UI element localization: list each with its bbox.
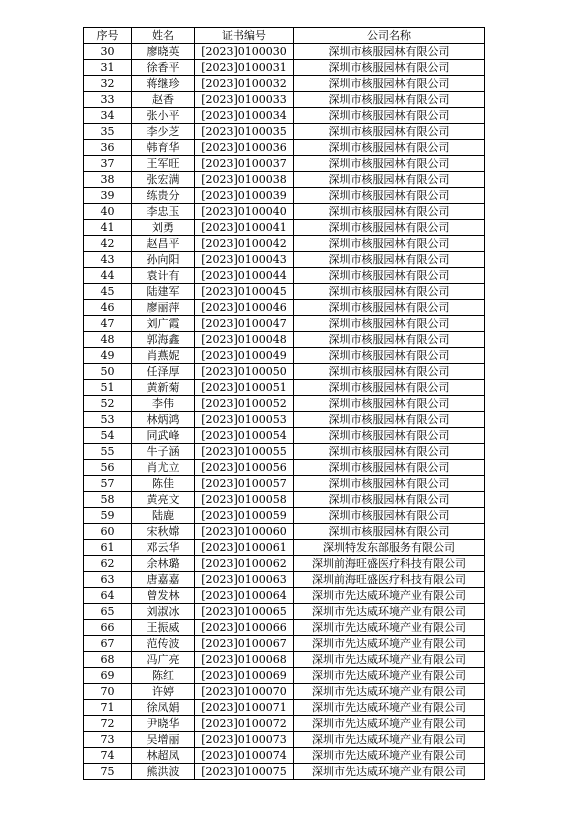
cell-company: 深圳市先达威环境产业有限公司: [294, 620, 485, 636]
cell-name: 肖尤立: [132, 460, 195, 476]
table-row: [84, 668, 485, 684]
cell-certificate-number: [2023]0100068: [195, 652, 294, 668]
table-row: [84, 60, 485, 76]
cell-serial: 52: [84, 396, 132, 412]
cell-company: 深圳市核服园林有限公司: [294, 76, 485, 92]
cell-name: 黄新菊: [132, 380, 195, 396]
cell-serial: 73: [84, 732, 132, 748]
cell-certificate-number: [2023]0100073: [195, 732, 294, 748]
cell-serial: 36: [84, 140, 132, 156]
cell-serial: 32: [84, 76, 132, 92]
cell-name: 袁计有: [132, 268, 195, 284]
table-row: [84, 460, 485, 476]
cell-certificate-number: [2023]0100040: [195, 204, 294, 220]
cell-certificate-number: [2023]0100054: [195, 428, 294, 444]
table-row: [84, 348, 485, 364]
table-row: [84, 572, 485, 588]
cell-name: 赵昌平: [132, 236, 195, 252]
cell-name: 王振威: [132, 620, 195, 636]
table-row: [84, 652, 485, 668]
cell-name: 孙向阳: [132, 252, 195, 268]
cell-certificate-number: [2023]0100042: [195, 236, 294, 252]
cell-certificate-number: [2023]0100031: [195, 60, 294, 76]
cell-certificate-number: [2023]0100051: [195, 380, 294, 396]
cell-serial: 45: [84, 284, 132, 300]
table-row: [84, 380, 485, 396]
cell-name: 陈佳: [132, 476, 195, 492]
table-row: [84, 492, 485, 508]
cell-certificate-number: [2023]0100041: [195, 220, 294, 236]
cell-name: 徐香平: [132, 60, 195, 76]
cell-name: 陈红: [132, 668, 195, 684]
table-row: [84, 396, 485, 412]
cell-company: 深圳市先达威环境产业有限公司: [294, 652, 485, 668]
cell-certificate-number: [2023]0100048: [195, 332, 294, 348]
table-row: [84, 76, 485, 92]
cell-name: 李少芝: [132, 124, 195, 140]
cell-company: 深圳市核服园林有限公司: [294, 332, 485, 348]
cell-company: 深圳市核服园林有限公司: [294, 236, 485, 252]
cell-company: 深圳市核服园林有限公司: [294, 284, 485, 300]
cell-serial: 31: [84, 60, 132, 76]
cell-serial: 72: [84, 716, 132, 732]
cell-company: 深圳市先达威环境产业有限公司: [294, 716, 485, 732]
table-row: [84, 700, 485, 716]
cell-serial: 30: [84, 44, 132, 60]
cell-name: 许婷: [132, 684, 195, 700]
cell-name: 蒋继珍: [132, 76, 195, 92]
cell-company: 深圳市核服园林有限公司: [294, 44, 485, 60]
cell-certificate-number: [2023]0100034: [195, 108, 294, 124]
cell-serial: 60: [84, 524, 132, 540]
cell-serial: 75: [84, 764, 132, 780]
cell-company: 深圳市先达威环境产业有限公司: [294, 732, 485, 748]
cell-company: 深圳前海旺盛医疗科技有限公司: [294, 556, 485, 572]
cell-certificate-number: [2023]0100035: [195, 124, 294, 140]
cell-serial: 43: [84, 252, 132, 268]
cell-name: 刘淑冰: [132, 604, 195, 620]
cell-certificate-number: [2023]0100049: [195, 348, 294, 364]
table-row: [84, 252, 485, 268]
cell-company: 深圳市核服园林有限公司: [294, 300, 485, 316]
cell-certificate-number: [2023]0100056: [195, 460, 294, 476]
table-row: [84, 172, 485, 188]
cell-company: 深圳市核服园林有限公司: [294, 524, 485, 540]
cell-name: 牛子涵: [132, 444, 195, 460]
cell-certificate-number: [2023]0100071: [195, 700, 294, 716]
cell-serial: 39: [84, 188, 132, 204]
cell-name: 练贵分: [132, 188, 195, 204]
cell-certificate-number: [2023]0100058: [195, 492, 294, 508]
table-row: [84, 764, 485, 780]
cell-name: 廖晓英: [132, 44, 195, 60]
cell-name: 韩育华: [132, 140, 195, 156]
table-row: [84, 556, 485, 572]
cell-name: 林炳鸿: [132, 412, 195, 428]
table-row: [84, 716, 485, 732]
cell-serial: 70: [84, 684, 132, 700]
cell-name: 廖丽萍: [132, 300, 195, 316]
cell-company: 深圳市核服园林有限公司: [294, 316, 485, 332]
cell-certificate-number: [2023]0100037: [195, 156, 294, 172]
cell-serial: 66: [84, 620, 132, 636]
cell-company: 深圳市核服园林有限公司: [294, 508, 485, 524]
cell-company: 深圳市核服园林有限公司: [294, 476, 485, 492]
cell-company: 深圳市先达威环境产业有限公司: [294, 668, 485, 684]
cell-certificate-number: [2023]0100045: [195, 284, 294, 300]
cell-serial: 41: [84, 220, 132, 236]
cell-certificate-number: [2023]0100057: [195, 476, 294, 492]
cell-company: 深圳市核服园林有限公司: [294, 444, 485, 460]
table-row: [84, 412, 485, 428]
cell-name: 任泽厚: [132, 364, 195, 380]
cell-name: 陆建军: [132, 284, 195, 300]
cell-serial: 37: [84, 156, 132, 172]
cell-serial: 40: [84, 204, 132, 220]
cell-company: 深圳市核服园林有限公司: [294, 124, 485, 140]
table-row: [84, 92, 485, 108]
cell-name: 林超凤: [132, 748, 195, 764]
cell-serial: 69: [84, 668, 132, 684]
cell-serial: 42: [84, 236, 132, 252]
cell-serial: 62: [84, 556, 132, 572]
table-row: [84, 188, 485, 204]
cell-serial: 35: [84, 124, 132, 140]
cell-serial: 44: [84, 268, 132, 284]
table-row: [84, 524, 485, 540]
cell-company: 深圳市核服园林有限公司: [294, 140, 485, 156]
cell-serial: 59: [84, 508, 132, 524]
cell-serial: 67: [84, 636, 132, 652]
cell-name: 同武峰: [132, 428, 195, 444]
cell-certificate-number: [2023]0100066: [195, 620, 294, 636]
cell-name: 徐凤娟: [132, 700, 195, 716]
header-company: 公司名称: [294, 28, 485, 44]
cell-certificate-number: [2023]0100074: [195, 748, 294, 764]
cell-name: 熊洪波: [132, 764, 195, 780]
cell-certificate-number: [2023]0100030: [195, 44, 294, 60]
cell-certificate-number: [2023]0100069: [195, 668, 294, 684]
cell-certificate-number: [2023]0100055: [195, 444, 294, 460]
cell-name: 尹晓华: [132, 716, 195, 732]
cell-certificate-number: [2023]0100075: [195, 764, 294, 780]
cell-company: 深圳市核服园林有限公司: [294, 108, 485, 124]
cell-company: 深圳市核服园林有限公司: [294, 364, 485, 380]
cell-company: 深圳市先达威环境产业有限公司: [294, 748, 485, 764]
cell-company: 深圳市核服园林有限公司: [294, 460, 485, 476]
cell-company: 深圳市核服园林有限公司: [294, 428, 485, 444]
cell-serial: 49: [84, 348, 132, 364]
cell-serial: 58: [84, 492, 132, 508]
cell-serial: 68: [84, 652, 132, 668]
table-row: [84, 364, 485, 380]
table-row: [84, 748, 485, 764]
cell-serial: 57: [84, 476, 132, 492]
table-row: [84, 316, 485, 332]
cell-company: 深圳市先达威环境产业有限公司: [294, 636, 485, 652]
table-row: [84, 540, 485, 556]
cell-company: 深圳市先达威环境产业有限公司: [294, 764, 485, 780]
cell-name: 曾发林: [132, 588, 195, 604]
cell-name: 吴增丽: [132, 732, 195, 748]
cell-certificate-number: [2023]0100039: [195, 188, 294, 204]
cell-serial: 50: [84, 364, 132, 380]
cell-certificate-number: [2023]0100032: [195, 76, 294, 92]
cell-name: 李忠玉: [132, 204, 195, 220]
cell-certificate-number: [2023]0100053: [195, 412, 294, 428]
cell-certificate-number: [2023]0100052: [195, 396, 294, 412]
cell-name: 刘勇: [132, 220, 195, 236]
table-row: [84, 44, 485, 60]
cell-company: 深圳市核服园林有限公司: [294, 412, 485, 428]
table-row: [84, 140, 485, 156]
header-certificate-number: 证书编号: [195, 28, 294, 44]
cell-certificate-number: [2023]0100036: [195, 140, 294, 156]
cell-certificate-number: [2023]0100044: [195, 268, 294, 284]
table-row: [84, 284, 485, 300]
table-header-row: [84, 28, 485, 44]
cell-certificate-number: [2023]0100043: [195, 252, 294, 268]
cell-serial: 61: [84, 540, 132, 556]
cell-certificate-number: [2023]0100062: [195, 556, 294, 572]
cell-serial: 48: [84, 332, 132, 348]
cell-certificate-number: [2023]0100072: [195, 716, 294, 732]
cell-name: 冯广亮: [132, 652, 195, 668]
cell-name: 唐嘉嘉: [132, 572, 195, 588]
cell-company: 深圳市核服园林有限公司: [294, 396, 485, 412]
cell-company: 深圳市核服园林有限公司: [294, 60, 485, 76]
table-row: [84, 268, 485, 284]
table-row: [84, 332, 485, 348]
cell-name: 刘广霞: [132, 316, 195, 332]
table-row: [84, 636, 485, 652]
cell-company: 深圳特发东部服务有限公司: [294, 540, 485, 556]
cell-company: 深圳前海旺盛医疗科技有限公司: [294, 572, 485, 588]
cell-serial: 54: [84, 428, 132, 444]
cell-company: 深圳市核服园林有限公司: [294, 156, 485, 172]
cell-name: 张宏满: [132, 172, 195, 188]
cell-name: 李伟: [132, 396, 195, 412]
table-row: [84, 508, 485, 524]
cell-serial: 38: [84, 172, 132, 188]
table-body: [84, 44, 485, 780]
table-row: [84, 300, 485, 316]
table-row: [84, 732, 485, 748]
header-name: 姓名: [132, 28, 195, 44]
table-row: [84, 156, 485, 172]
cell-company: 深圳市核服园林有限公司: [294, 268, 485, 284]
table-row: [84, 444, 485, 460]
cell-serial: 64: [84, 588, 132, 604]
cell-serial: 63: [84, 572, 132, 588]
cell-company: 深圳市先达威环境产业有限公司: [294, 604, 485, 620]
cell-name: 肖燕妮: [132, 348, 195, 364]
cell-company: 深圳市核服园林有限公司: [294, 348, 485, 364]
cell-name: 范传波: [132, 636, 195, 652]
table-row: [84, 428, 485, 444]
cell-certificate-number: [2023]0100063: [195, 572, 294, 588]
table-row: [84, 220, 485, 236]
cell-name: 宋秋嫦: [132, 524, 195, 540]
table-row: [84, 620, 485, 636]
cell-name: 黄亮文: [132, 492, 195, 508]
cell-company: 深圳市先达威环境产业有限公司: [294, 684, 485, 700]
cell-name: 邓云华: [132, 540, 195, 556]
cell-certificate-number: [2023]0100033: [195, 92, 294, 108]
cell-certificate-number: [2023]0100060: [195, 524, 294, 540]
certificate-table: [83, 27, 485, 780]
cell-serial: 47: [84, 316, 132, 332]
cell-certificate-number: [2023]0100064: [195, 588, 294, 604]
cell-serial: 74: [84, 748, 132, 764]
cell-name: 余林璐: [132, 556, 195, 572]
cell-serial: 33: [84, 92, 132, 108]
cell-certificate-number: [2023]0100047: [195, 316, 294, 332]
cell-serial: 34: [84, 108, 132, 124]
cell-serial: 56: [84, 460, 132, 476]
table-row: [84, 236, 485, 252]
cell-company: 深圳市核服园林有限公司: [294, 204, 485, 220]
table-row: [84, 204, 485, 220]
cell-name: 王军旺: [132, 156, 195, 172]
cell-certificate-number: [2023]0100070: [195, 684, 294, 700]
table-row: [84, 476, 485, 492]
cell-serial: 51: [84, 380, 132, 396]
cell-serial: 55: [84, 444, 132, 460]
table-row: [84, 124, 485, 140]
table-row: [84, 108, 485, 124]
cell-serial: 46: [84, 300, 132, 316]
cell-company: 深圳市核服园林有限公司: [294, 380, 485, 396]
cell-company: 深圳市先达威环境产业有限公司: [294, 588, 485, 604]
cell-serial: 71: [84, 700, 132, 716]
cell-certificate-number: [2023]0100061: [195, 540, 294, 556]
cell-company: 深圳市核服园林有限公司: [294, 492, 485, 508]
cell-name: 赵香: [132, 92, 195, 108]
cell-company: 深圳市核服园林有限公司: [294, 92, 485, 108]
cell-serial: 53: [84, 412, 132, 428]
cell-company: 深圳市先达威环境产业有限公司: [294, 700, 485, 716]
cell-name: 陆鹿: [132, 508, 195, 524]
cell-name: 张小平: [132, 108, 195, 124]
cell-company: 深圳市核服园林有限公司: [294, 220, 485, 236]
cell-company: 深圳市核服园林有限公司: [294, 172, 485, 188]
cell-certificate-number: [2023]0100046: [195, 300, 294, 316]
table-row: [84, 604, 485, 620]
cell-certificate-number: [2023]0100050: [195, 364, 294, 380]
cell-certificate-number: [2023]0100065: [195, 604, 294, 620]
cell-company: 深圳市核服园林有限公司: [294, 188, 485, 204]
table-row: [84, 588, 485, 604]
cell-certificate-number: [2023]0100038: [195, 172, 294, 188]
cell-certificate-number: [2023]0100059: [195, 508, 294, 524]
cell-name: 郭海鑫: [132, 332, 195, 348]
header-serial: 序号: [84, 28, 132, 44]
cell-company: 深圳市核服园林有限公司: [294, 252, 485, 268]
cell-certificate-number: [2023]0100067: [195, 636, 294, 652]
cell-serial: 65: [84, 604, 132, 620]
table-row: [84, 684, 485, 700]
